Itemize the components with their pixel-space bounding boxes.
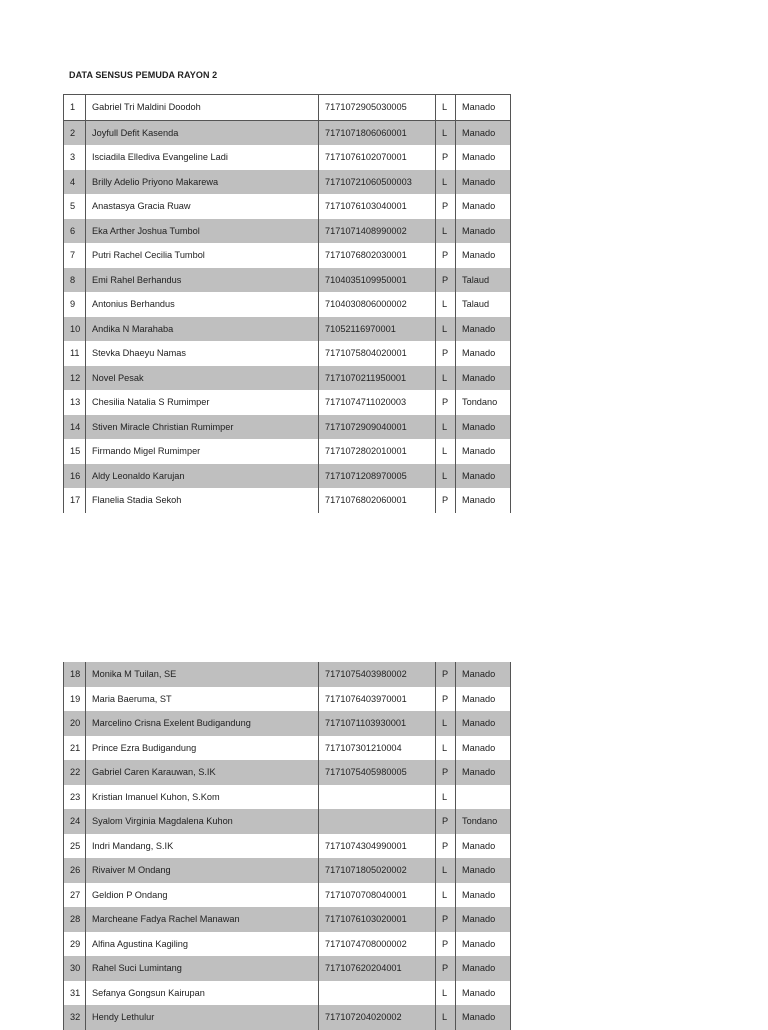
table-row (64, 243, 511, 268)
city-cell: Tondano (456, 809, 511, 834)
id-number-cell: 7171072905030005 (319, 95, 436, 121)
city-cell: Manado (456, 834, 511, 859)
id-number-cell: 717107301210004 (319, 736, 436, 761)
table-row (64, 317, 511, 342)
row-number-cell: 18 (64, 662, 86, 687)
id-number-cell (319, 981, 436, 1006)
id-number-cell: 7171072802010001 (319, 439, 436, 464)
table-row (64, 145, 511, 170)
row-number-cell: 11 (64, 341, 86, 366)
row-number-cell: 6 (64, 219, 86, 244)
table-row (64, 390, 511, 415)
gender-cell: P (436, 907, 456, 932)
id-number-cell: 7171070708040001 (319, 883, 436, 908)
city-cell: Manado (456, 687, 511, 712)
city-cell: Manado (456, 415, 511, 440)
table-row (64, 809, 511, 834)
id-number-cell: 7104030806000002 (319, 292, 436, 317)
person-name-cell: Gabriel Caren Karauwan, S.IK (86, 760, 319, 785)
id-number-cell: 7171071806060001 (319, 120, 436, 145)
person-name-cell: Putri Rachel Cecilia Tumbol (86, 243, 319, 268)
row-number-cell: 21 (64, 736, 86, 761)
id-number-cell: 7171076102070001 (319, 145, 436, 170)
table-row (64, 760, 511, 785)
person-name-cell: Firmando Migel Rumimper (86, 439, 319, 464)
city-cell: Tondano (456, 390, 511, 415)
row-number-cell: 23 (64, 785, 86, 810)
person-name-cell: Rahel Suci Lumintang (86, 956, 319, 981)
row-number-cell: 32 (64, 1005, 86, 1030)
person-name-cell: Monika M Tuilan, SE (86, 662, 319, 687)
city-cell: Manado (456, 219, 511, 244)
row-number-cell: 5 (64, 194, 86, 219)
id-number-cell: 7171074304990001 (319, 834, 436, 859)
person-name-cell: Stiven Miracle Christian Rumimper (86, 415, 319, 440)
city-cell: Manado (456, 464, 511, 489)
gender-cell: P (436, 145, 456, 170)
person-name-cell: Brilly Adelio Priyono Makarewa (86, 170, 319, 195)
census-table-1 (63, 94, 511, 513)
city-cell: Manado (456, 317, 511, 342)
row-number-cell: 26 (64, 858, 86, 883)
person-name-cell: Flanelia Stadia Sekoh (86, 488, 319, 513)
city-cell: Manado (456, 243, 511, 268)
id-number-cell: 7171076103020001 (319, 907, 436, 932)
person-name-cell: Hendy Lethulur (86, 1005, 319, 1030)
city-cell: Manado (456, 858, 511, 883)
gender-cell: L (436, 464, 456, 489)
gender-cell: P (436, 932, 456, 957)
person-name-cell: Isciadila Ellediva Evangeline Ladi (86, 145, 319, 170)
table-row (64, 439, 511, 464)
table-row (64, 292, 511, 317)
table-row (64, 341, 511, 366)
id-number-cell: 7171075804020001 (319, 341, 436, 366)
gender-cell: P (436, 194, 456, 219)
id-number-cell: 7171076403970001 (319, 687, 436, 712)
gender-cell: P (436, 809, 456, 834)
person-name-cell: Emi Rahel Berhandus (86, 268, 319, 293)
table-row (64, 711, 511, 736)
person-name-cell: Indri Mandang, S.IK (86, 834, 319, 859)
person-name-cell: Maria Baeruma, ST (86, 687, 319, 712)
person-name-cell: Marcelino Crisna Exelent Budigandung (86, 711, 319, 736)
city-cell: Manado (456, 439, 511, 464)
row-number-cell: 3 (64, 145, 86, 170)
gender-cell: P (436, 488, 456, 513)
person-name-cell: Andika N Marahaba (86, 317, 319, 342)
person-name-cell: Chesilia Natalia S Rumimper (86, 390, 319, 415)
person-name-cell: Aldy Leonaldo Karujan (86, 464, 319, 489)
city-cell: Talaud (456, 268, 511, 293)
row-number-cell: 16 (64, 464, 86, 489)
table-row (64, 932, 511, 957)
table-row (64, 956, 511, 981)
gender-cell: P (436, 243, 456, 268)
gender-cell: P (436, 760, 456, 785)
person-name-cell: Antonius Berhandus (86, 292, 319, 317)
table-row (64, 268, 511, 293)
person-name-cell: Kristian Imanuel Kuhon, S.Kom (86, 785, 319, 810)
gender-cell: P (436, 341, 456, 366)
row-number-cell: 15 (64, 439, 86, 464)
city-cell: Manado (456, 736, 511, 761)
id-number-cell: 7171076103040001 (319, 194, 436, 219)
table-row (64, 120, 511, 145)
id-number-cell: 717107204020002 (319, 1005, 436, 1030)
id-number-cell: 7171072909040001 (319, 415, 436, 440)
row-number-cell: 20 (64, 711, 86, 736)
person-name-cell: Alfina Agustina Kagiling (86, 932, 319, 957)
table-row (64, 834, 511, 859)
row-number-cell: 25 (64, 834, 86, 859)
gender-cell: P (436, 390, 456, 415)
id-number-cell: 7104035109950001 (319, 268, 436, 293)
gender-cell: L (436, 317, 456, 342)
gender-cell: L (436, 292, 456, 317)
city-cell: Manado (456, 1005, 511, 1030)
row-number-cell: 31 (64, 981, 86, 1006)
city-cell: Manado (456, 95, 511, 121)
gender-cell: P (436, 956, 456, 981)
city-cell: Manado (456, 170, 511, 195)
row-number-cell: 10 (64, 317, 86, 342)
gender-cell: L (436, 120, 456, 145)
table-row (64, 170, 511, 195)
gender-cell: L (436, 415, 456, 440)
city-cell: Manado (456, 488, 511, 513)
row-number-cell: 7 (64, 243, 86, 268)
city-cell: Manado (456, 907, 511, 932)
city-cell: Manado (456, 662, 511, 687)
table-row (64, 415, 511, 440)
id-number-cell: 7171071103930001 (319, 711, 436, 736)
city-cell: Manado (456, 341, 511, 366)
city-cell: Manado (456, 956, 511, 981)
id-number-cell: 7171074711020003 (319, 390, 436, 415)
table-row (64, 194, 511, 219)
id-number-cell: 7171071208970005 (319, 464, 436, 489)
gender-cell: L (436, 858, 456, 883)
table-row (64, 488, 511, 513)
row-number-cell: 14 (64, 415, 86, 440)
document-title: DATA SENSUS PEMUDA RAYON 2 (69, 70, 218, 80)
gender-cell: L (436, 366, 456, 391)
table-row (64, 883, 511, 908)
gender-cell: P (436, 268, 456, 293)
row-number-cell: 22 (64, 760, 86, 785)
id-number-cell: 7171071805020002 (319, 858, 436, 883)
row-number-cell: 17 (64, 488, 86, 513)
city-cell: Manado (456, 932, 511, 957)
gender-cell: P (436, 834, 456, 859)
table-row (64, 1005, 511, 1030)
gender-cell: L (436, 1005, 456, 1030)
city-cell: Manado (456, 883, 511, 908)
id-number-cell: 7171071408990002 (319, 219, 436, 244)
gender-cell: P (436, 687, 456, 712)
id-number-cell: 7171076802030001 (319, 243, 436, 268)
person-name-cell: Stevka Dhaeyu Namas (86, 341, 319, 366)
row-number-cell: 19 (64, 687, 86, 712)
person-name-cell: Geldion P Ondang (86, 883, 319, 908)
row-number-cell: 1 (64, 95, 86, 121)
table-row (64, 464, 511, 489)
row-number-cell: 24 (64, 809, 86, 834)
table-row (64, 95, 511, 121)
table-row (64, 981, 511, 1006)
city-cell (456, 785, 511, 810)
table-row (64, 366, 511, 391)
gender-cell: L (436, 170, 456, 195)
id-number-cell: 7171070211950001 (319, 366, 436, 391)
table-row (64, 736, 511, 761)
person-name-cell: Joyfull Defit Kasenda (86, 120, 319, 145)
row-number-cell: 2 (64, 120, 86, 145)
id-number-cell: 717107620204001 (319, 956, 436, 981)
id-number-cell: 7171075405980005 (319, 760, 436, 785)
person-name-cell: Sefanya Gongsun Kairupan (86, 981, 319, 1006)
row-number-cell: 28 (64, 907, 86, 932)
person-name-cell: Gabriel Tri Maldini Doodoh (86, 95, 319, 121)
person-name-cell: Anastasya Gracia Ruaw (86, 194, 319, 219)
person-name-cell: Novel Pesak (86, 366, 319, 391)
city-cell: Manado (456, 120, 511, 145)
gender-cell: P (436, 662, 456, 687)
gender-cell: L (436, 219, 456, 244)
row-number-cell: 27 (64, 883, 86, 908)
gender-cell: L (436, 711, 456, 736)
person-name-cell: Syalom Virginia Magdalena Kuhon (86, 809, 319, 834)
id-number-cell: 7171076802060001 (319, 488, 436, 513)
row-number-cell: 29 (64, 932, 86, 957)
id-number-cell: 71052116970001 (319, 317, 436, 342)
city-cell: Manado (456, 760, 511, 785)
gender-cell: L (436, 883, 456, 908)
gender-cell: L (436, 981, 456, 1006)
table-row (64, 785, 511, 810)
id-number-cell: 7171074708000002 (319, 932, 436, 957)
city-cell: Manado (456, 194, 511, 219)
row-number-cell: 30 (64, 956, 86, 981)
city-cell: Manado (456, 711, 511, 736)
table-row (64, 662, 511, 687)
row-number-cell: 13 (64, 390, 86, 415)
city-cell: Manado (456, 145, 511, 170)
city-cell: Manado (456, 366, 511, 391)
gender-cell: L (436, 95, 456, 121)
city-cell: Talaud (456, 292, 511, 317)
person-name-cell: Marcheane Fadya Rachel Manawan (86, 907, 319, 932)
id-number-cell: 71710721060500003 (319, 170, 436, 195)
person-name-cell: Eka Arther Joshua Tumbol (86, 219, 319, 244)
row-number-cell: 9 (64, 292, 86, 317)
id-number-cell (319, 785, 436, 810)
table-row (64, 687, 511, 712)
table-row (64, 219, 511, 244)
table-row (64, 907, 511, 932)
id-number-cell (319, 809, 436, 834)
person-name-cell: Prince Ezra Budigandung (86, 736, 319, 761)
row-number-cell: 4 (64, 170, 86, 195)
gender-cell: L (436, 785, 456, 810)
table-row (64, 858, 511, 883)
gender-cell: L (436, 736, 456, 761)
id-number-cell: 7171075403980002 (319, 662, 436, 687)
row-number-cell: 12 (64, 366, 86, 391)
person-name-cell: Rivaiver M Ondang (86, 858, 319, 883)
gender-cell: L (436, 439, 456, 464)
census-table-2 (63, 662, 511, 1030)
row-number-cell: 8 (64, 268, 86, 293)
city-cell: Manado (456, 981, 511, 1006)
